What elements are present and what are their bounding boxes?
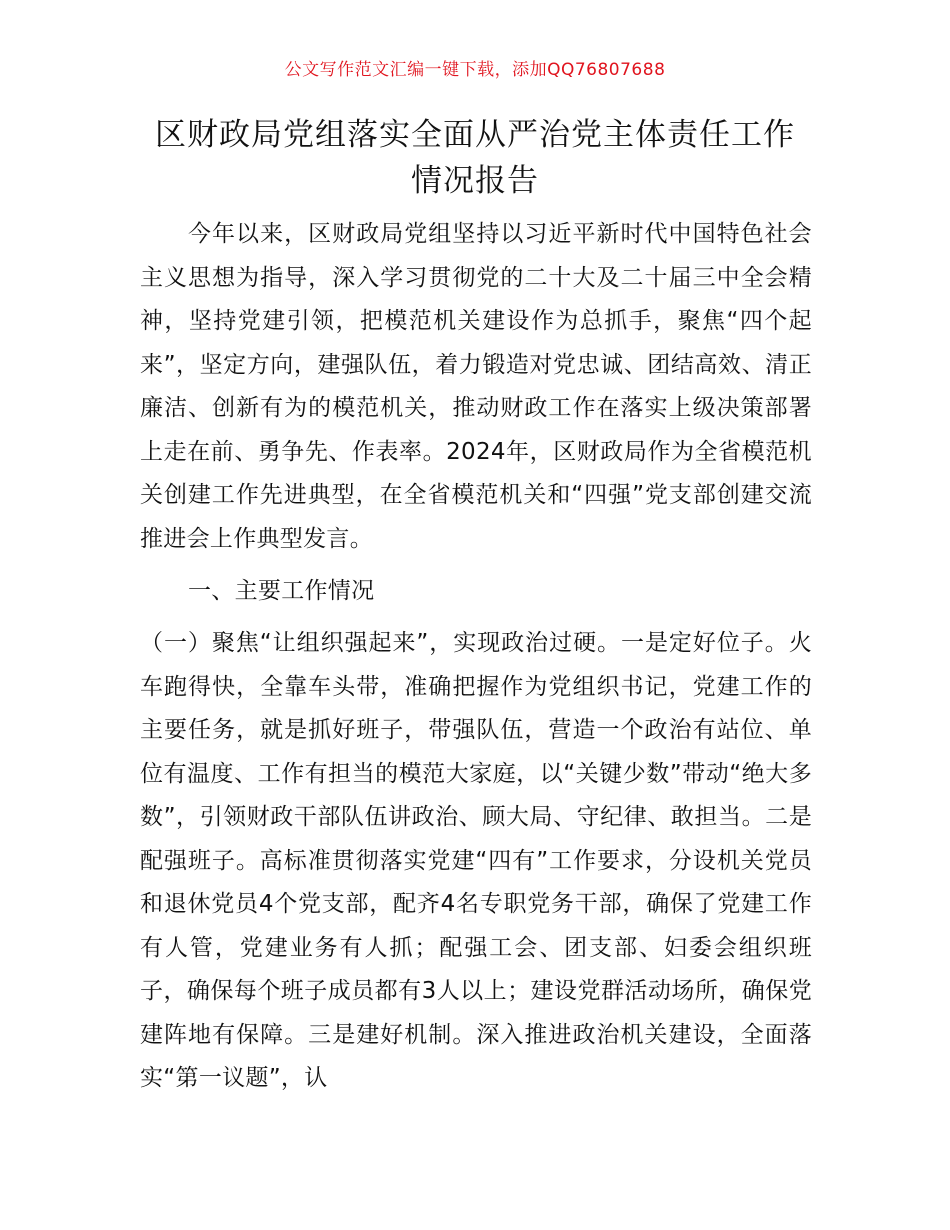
title-line-1: 区财政局党组落实全面从严治党主体责任工作 (155, 117, 795, 153)
document-title (80, 112, 870, 204)
section-paragraph-text: （一）聚焦“让组织强起来”，实现政治过硬。一是定好位子。火车跑得快，全靠车头带，准确把握作为党组织书记，党建工作的主要任务，就是抓好班子，带强队伍，营造一个政治有站位、单位有温度、工作有担当的模范大家庭，以“关键少数”带动“绝大多数”，引领财政干部队伍讲政治、顾大局、守纪律、敢担当。二是配强班子。高标准贯彻落实党建“四有”工作要求，分设机关党员和退休党员4个党支部，配齐4名专职党务干部，确保了党建工作有人管，党建业务有人抓；配强工会、团支部、妇委会组织班子，确保每个班子成员都有3人以上；建设党群活动场所，确保党建阵地有保障。三是建好机制。深入推进政治机关建设，全面落实“第一议题”，认 (140, 630, 812, 1091)
download-notice: 公文写作范文汇编一键下载，添加QQ76807688 (284, 60, 666, 80)
section-paragraph (140, 622, 812, 1101)
intro-paragraph (140, 213, 812, 561)
title-line-2: 情况报告 (411, 163, 539, 199)
intro-paragraph-text: 今年以来，区财政局党组坚持以习近平新时代中国特色社会主义思想为指导，深入学习贯彻党的二十大及二十届三中全会精神，坚持党建引领，把模范机关建设作为总抓手，聚焦“四个起来”，坚定方向，建强队伍，着力锻造对党忠诚、团结高效、清正廉洁、创新有为的模范机关，推动财政工作在落实上级决策部署上走在前、勇争先、作表率。2024年，区财政局作为全省模范机关创建工作先进典型，在全省模范机关和“四强”党支部创建交流推进会上作典型发言。 (140, 221, 812, 552)
section-heading-text: 一、主要工作情况 (188, 578, 375, 604)
section-heading (140, 570, 812, 614)
